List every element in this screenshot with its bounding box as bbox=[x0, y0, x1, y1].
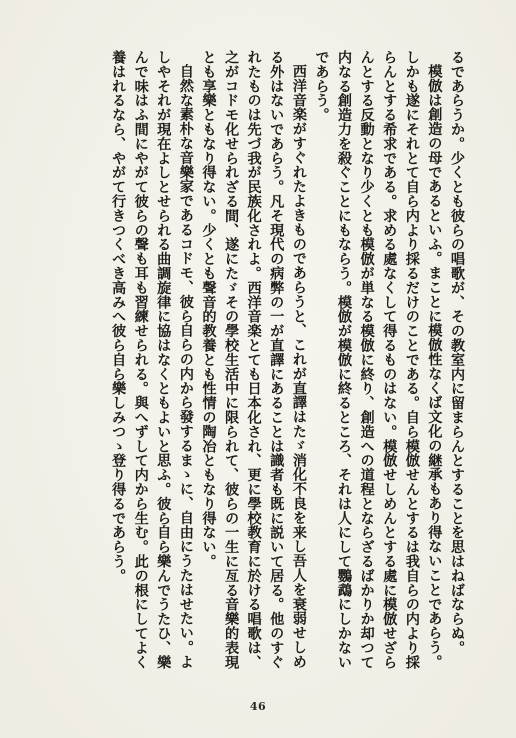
paragraph: 西洋音楽がすぐれたよきものであらうと、これが直譯はたゞ消化不良を来し吾人を衰弱せしめる外はないであらう。凡そ現代の病弊の一が直譯にあることは識者も既に説いて居る。他のすぐれたものは先づ我が民族化されよ。西洋音楽とても日本化され、更に學校教育に於ける唱歌は、之がコドモ化せられざる間、遂にたゞその學校生活中に限られて、彼らの一生に亙る音樂的表現とも享樂ともなり得ない。少くとも聲音的教養とも性情の陶冶ともなり得ない。 bbox=[200, 50, 307, 670]
page-number: 46 bbox=[249, 700, 267, 713]
paragraph: 模倣は創造の母であるといふ。まことに模倣性なくば文化の継承もあり得ないことであらう。しかも遂にそれとて自ら内より採るだけのことである。自ら模倣せんとするは我自らの内より採らんとする希求である。求める處なくして得るものはない。模倣せしめんとする處に模倣せざらんとする反動となり少くとも模倣が単なる模倣に終り、創造への道程とならざるばかりか却つて内なる創造力を殺ぐことにもならう。模倣が模倣に終るところ、それは人にして鸚鵡にしかないであらう。 bbox=[313, 50, 443, 670]
vertical-text-body bbox=[38, 50, 468, 676]
paragraph: るであらうか。少くとも彼らの唱歌が、その教室内に留まらんとすることを思はねばならぬ。 bbox=[449, 50, 465, 655]
paragraph: 自然な素朴な音樂家であるコドモ、彼ら自らの内から發するまゝに、自由にうたはせたい。よしやそれが現在よしとせられる曲調旋律に協はなくともよいと思ふ。彼ら自ら樂んでうたひ、樂んで味はふ間にやがて彼らの聲も耳も習練せられる。與へずして内から生む。此の根にしてよく養はれるなら、やがて行きつくべき高みへ彼ら自ら樂しみつゝ登り得るであらう。 bbox=[110, 50, 194, 670]
